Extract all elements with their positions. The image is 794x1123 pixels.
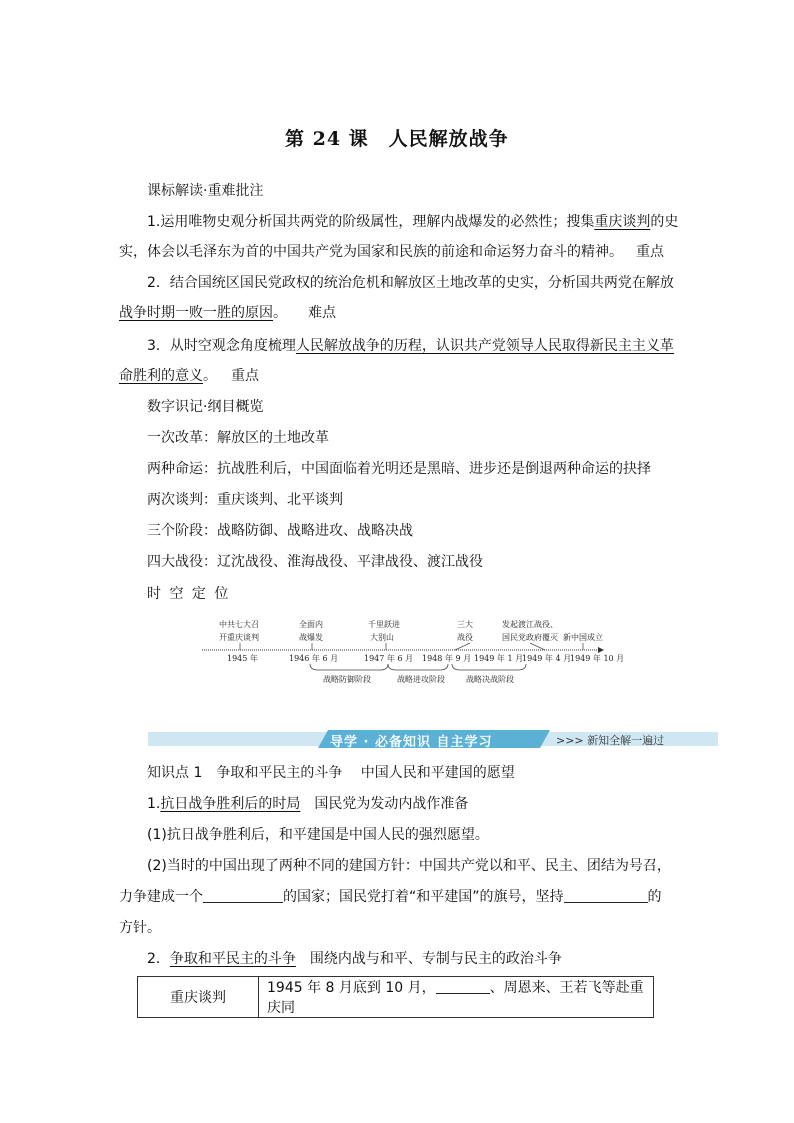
item3-prefix: 3．从时空观念角度梳理 xyxy=(147,338,296,354)
phase-label-decisive: 战略决战阶段 xyxy=(466,675,514,684)
event-label-3b: 大别山 xyxy=(370,633,394,642)
timeline-arrow xyxy=(598,647,604,653)
table-row xyxy=(138,977,654,1018)
event-label-5a: 发起渡江战役、 xyxy=(502,620,558,629)
overview-line-2: 两种命运：抗战胜利后，中国面临着光明还是黑暗、进步还是倒退两种命运的抉择 xyxy=(147,461,651,477)
event-label-4a: 三大 xyxy=(457,620,473,629)
knowledge-para-2-line1: (2)当时的中国出现了两种不同的建国方针：中国共产党以和平、民主、团结为号召， xyxy=(147,858,671,874)
item1-line2: 实，体会以毛泽东为首的中国共产党为国家和民族的前途和命运努力奋斗的精神。 xyxy=(119,244,623,260)
para2-text-c: 的 xyxy=(647,889,662,905)
phase-label-defense: 战略防御阶段 xyxy=(323,675,371,684)
event-label-2a: 全面内 xyxy=(299,620,323,629)
event-label-6: 新中国成立 xyxy=(563,633,603,642)
sub2-prefix: 2． xyxy=(147,951,170,967)
knowledge-sub-1 xyxy=(147,794,468,814)
date-label-1947-6: 1947 年 6 月 xyxy=(364,654,414,663)
table-text-a: 1945 年 8 月底到 10 月， xyxy=(267,980,436,996)
sub1-prefix: 1. xyxy=(147,796,161,812)
standard-item-1-tag: 重点 xyxy=(636,244,664,260)
table-text-b: 、周恩来、王若飞等赴重庆同 xyxy=(267,980,644,1016)
table-cell-label: 重庆谈判 xyxy=(138,977,259,1018)
knowledge-heading: 知识点 1 争取和平民主的斗争 中国人民和平建国的愿望 xyxy=(147,765,515,781)
date-label-1949-10: 1949 年 10 月 xyxy=(570,654,625,663)
banner-label: 导学 · 必备知识 自主学习 xyxy=(330,735,493,750)
phase-label-offense: 战略进攻阶段 xyxy=(397,675,445,684)
item2-suffix: 。 xyxy=(273,305,287,321)
timeline-heading: 时 空 定 位 xyxy=(147,586,231,602)
para2-text-a: 力争建成一个 xyxy=(119,889,203,905)
date-label-1948-9: 1948 年 9 月 xyxy=(422,654,472,663)
event-label-3a: 千里跃进 xyxy=(368,620,400,629)
knowledge-sub-2 xyxy=(147,949,562,969)
fill-blank-1[interactable] xyxy=(203,888,283,903)
sub2-rest: 围绕内战与和平、专制与民主的政治斗争 xyxy=(295,951,562,967)
event-label-5b: 国民党政府覆灭 xyxy=(502,633,558,642)
knowledge-para-2-line2 xyxy=(119,887,662,907)
overview-line-3: 两次谈判：重庆谈判、北平谈判 xyxy=(147,492,343,508)
standard-item-2-tag: 难点 xyxy=(308,305,336,321)
para2-text-b: 的国家；国民党打着“和平建国”的旗号，坚持 xyxy=(283,889,564,905)
page-title: 第 24 课 人民解放战争 xyxy=(285,128,509,150)
date-label-1949-4: 1949 年 4 月 xyxy=(522,654,572,663)
timeline-connectors xyxy=(240,643,583,650)
section-heading-standards: 课标解读·重难批注 xyxy=(147,183,264,199)
fill-blank-2[interactable] xyxy=(564,888,648,903)
item1-suffix: 的史 xyxy=(650,214,679,230)
standard-item-2-line1: 2．结合国统区国民党政权的统治危机和解放区土地改革的史实，分析国共两党在解放 xyxy=(147,275,674,291)
knowledge-para-2-line3: 方针。 xyxy=(119,920,161,936)
overview-line-5: 四大战役：辽沈战役、淮海战役、平津战役、渡江战役 xyxy=(147,554,483,570)
sub1-rest: 国民党为发动内战作准备 xyxy=(300,796,469,812)
event-label-2b: 战爆发 xyxy=(299,633,323,642)
banner-sub-label: >>> 新知全解一遍过 xyxy=(556,734,665,747)
event-label-1a: 中共七大召 xyxy=(219,620,259,629)
item1-underlined: 重庆谈判 xyxy=(594,214,651,230)
section-heading-overview: 数字识记·纲目概览 xyxy=(147,399,264,415)
knowledge-para-1: (1)抗日战争胜利后，和平建国是中国人民的强烈愿望。 xyxy=(147,827,489,843)
date-label-1949-1: 1949 年 1 月 xyxy=(474,654,524,663)
phase-brackets xyxy=(310,664,526,670)
item2-underlined: 战争时期一败一胜的原因 xyxy=(119,305,273,321)
event-label-1b: 开重庆谈判 xyxy=(219,633,259,642)
chongqing-table xyxy=(137,976,654,1018)
item3-underlined-1: 人民解放战争的历程，认识共产党领导人民取得新民主主义革 xyxy=(295,338,674,354)
date-label-1946-6: 1946 年 6 月 xyxy=(289,654,339,663)
item3-suffix: 。 xyxy=(203,368,217,384)
sub2-underlined: 争取和平民主的斗争 xyxy=(169,951,296,967)
event-label-4b: 战役 xyxy=(457,633,473,642)
fill-blank-3[interactable] xyxy=(436,979,490,994)
table-cell-content xyxy=(259,977,654,1018)
date-label-1945: 1945 年 xyxy=(227,654,258,663)
overview-line-4: 三个阶段：战略防御、战略进攻、战略决战 xyxy=(147,523,413,539)
item1-prefix: 1.运用唯物史观分析国共两党的阶级属性，理解内战爆发的必然性；搜集 xyxy=(147,214,595,230)
standard-item-3-tag: 重点 xyxy=(231,368,259,384)
sub1-underlined: 抗日战争胜利后的时局 xyxy=(160,796,301,812)
item3-underlined-2: 命胜利的意义 xyxy=(119,368,203,384)
overview-line-1: 一次改革：解放区的土地改革 xyxy=(147,430,329,446)
